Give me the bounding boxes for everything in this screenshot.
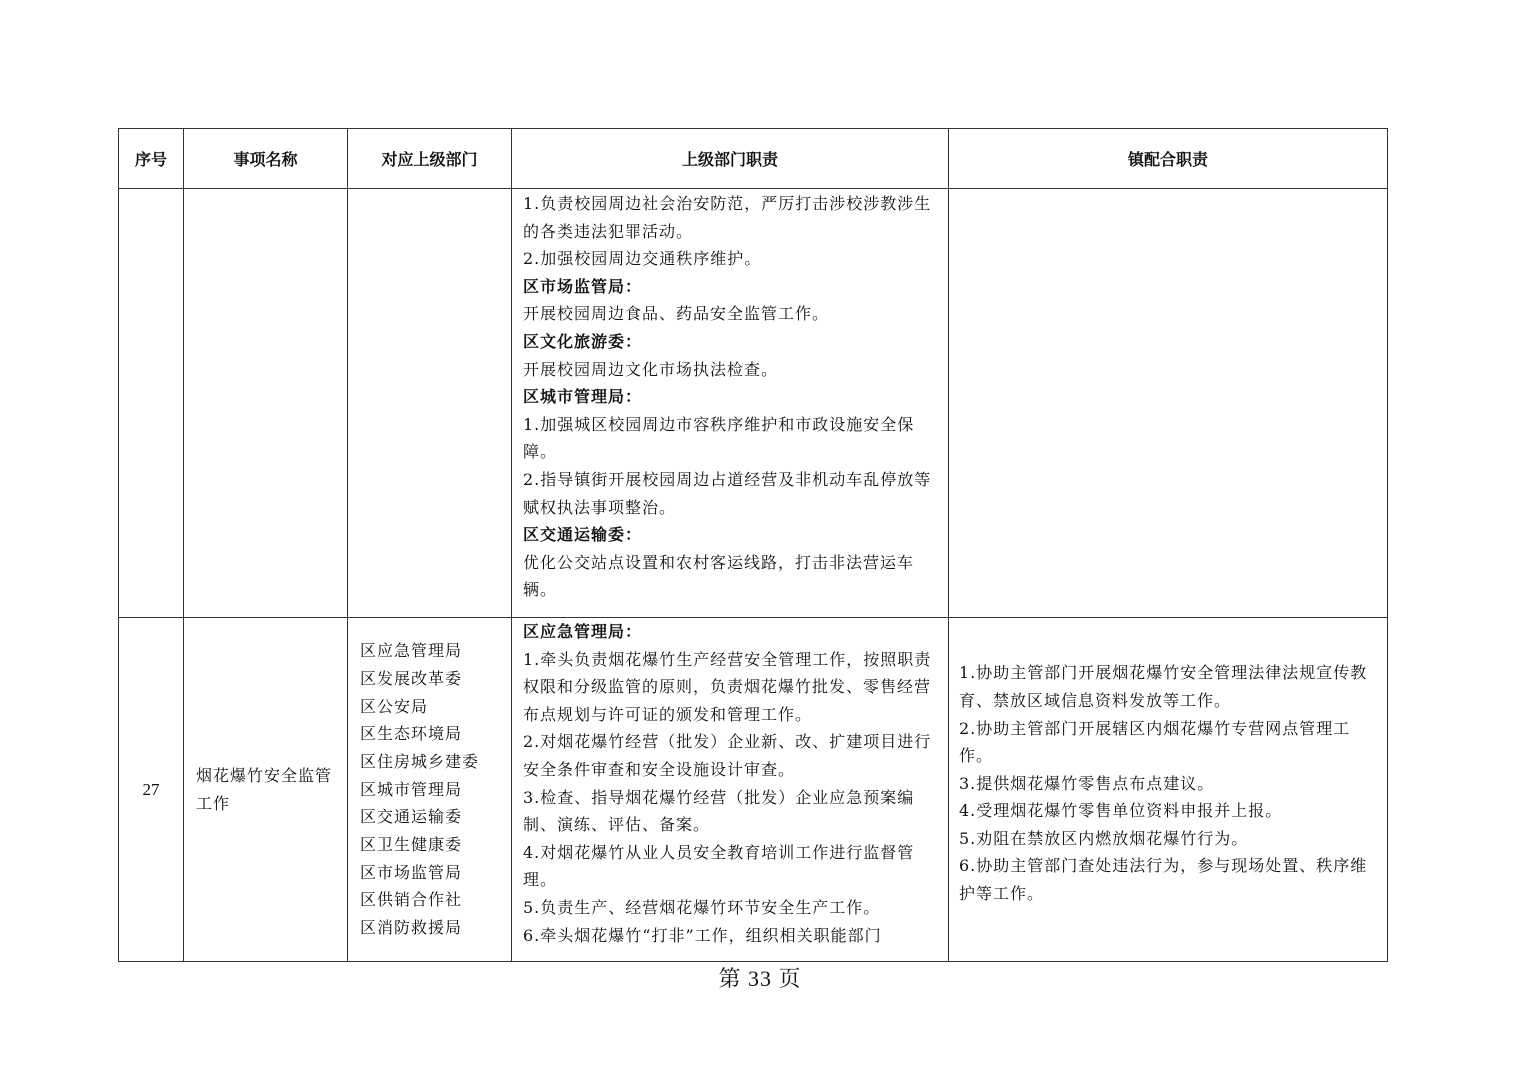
row-no-cell: 27 (119, 618, 184, 962)
duty-item: 2.指导镇街开展校园周边占道经营及非机动车乱停放等赋权执法事项整治。 (523, 469, 932, 517)
page-number: 第 33 页 (718, 966, 802, 991)
duty-item: 5.负责生产、经营烟花爆竹环节安全生产工作。 (523, 897, 881, 917)
duty-item: 1.牵头负责烟花爆竹生产经营安全管理工作，按照职责权限和分级监管的原则，负责烟花爆竹批发、零售经营布点规划与许可证的颁发和管理工作。 (523, 649, 932, 724)
header-superior-duties: 上级部门职责 (512, 129, 949, 189)
duty-department-heading: 区市场监管局： (523, 276, 643, 296)
duty-item: 1.负责校园周边社会治安防范，严厉打击涉校涉教涉生的各类违法犯罪活动。 (523, 194, 932, 241)
duty-item: 3.检查、指导烟花爆竹经营（批发）企业应急预案编制、演练、评估、备案。 (523, 787, 915, 835)
town-duty-item: 4.受理烟花爆竹零售单位资料申报并上报。 (959, 801, 1283, 821)
table-header-row (119, 129, 1388, 189)
duty-item: 4.对烟花爆竹从业人员安全教育培训工作进行监督管理。 (523, 842, 915, 890)
department-item: 区城市管理局 (360, 779, 463, 799)
superior-duties-cell (512, 189, 949, 618)
duty-department-heading: 区应急管理局： (523, 622, 643, 641)
town-duty-item: 1.协助主管部门开展烟花爆竹安全管理法律法规宣传教育、禁放区域信息资料发放等工作。 (959, 663, 1368, 710)
departments-cell (348, 189, 512, 618)
header-superior-dept: 对应上级部门 (348, 129, 512, 189)
table-row-continuation (119, 189, 1388, 618)
department-item: 区卫生健康委 (360, 835, 463, 855)
duty-department-heading: 区交通运输委： (523, 525, 643, 545)
department-item: 区交通运输委 (360, 807, 463, 827)
duties-list (523, 189, 942, 602)
responsibility-table (118, 128, 1388, 962)
duty-item: 2.加强校园周边交通秩序维护。 (523, 249, 762, 269)
header-no: 序号 (119, 129, 184, 189)
row-no-cell (119, 189, 184, 618)
duty-item: 开展校园周边食品、药品安全监管工作。 (523, 304, 830, 324)
town-duty-item: 3.提供烟花爆竹零售点布点建议。 (959, 773, 1215, 793)
town-duty-item: 5.劝阻在禁放区内燃放烟花爆竹行为。 (959, 828, 1249, 848)
department-item: 区生态环境局 (360, 724, 463, 744)
duty-item: 开展校园周边文化市场执法检查。 (523, 359, 779, 379)
duty-item: 6.牵头烟花爆竹“打非”工作，组织相关职能部门 (523, 925, 882, 945)
department-item: 区住房城乡建委 (360, 751, 480, 771)
department-item: 区发展改革委 (360, 668, 463, 688)
department-item: 区供销合作社 (360, 890, 463, 910)
department-item: 区消防救援局 (360, 918, 463, 938)
town-duty-item: 6.协助主管部门查处违法行为，参与现场处置、秩序维护等工作。 (959, 856, 1368, 904)
header-item-name: 事项名称 (184, 129, 348, 189)
duty-department-heading: 区城市管理局： (523, 387, 643, 407)
town-duty-item: 2.协助主管部门开展辖区内烟花爆竹专营网点管理工作。 (959, 718, 1351, 766)
duties-list (523, 618, 942, 949)
departments-list (360, 637, 511, 942)
superior-duties-cell (512, 618, 949, 962)
duty-department-heading: 区文化旅游委： (523, 331, 643, 351)
duty-item: 优化公交站点设置和农村客运线路，打击非法营运车辆。 (523, 552, 915, 600)
duty-item: 2.对烟花爆竹经营（批发）企业新、改、扩建项目进行安全条件审查和安全设施设计审查。 (523, 732, 932, 779)
item-name-cell (184, 189, 348, 618)
item-name-cell: 烟花爆竹安全监管工作 (184, 618, 348, 962)
departments-cell (348, 618, 512, 962)
department-item: 区市场监管局 (360, 862, 463, 882)
duty-item: 1.加强城区校园周边市容秩序维护和市政设施安全保障。 (523, 414, 915, 462)
town-duties-list (959, 659, 1379, 907)
department-item: 区公安局 (360, 696, 429, 716)
town-duties-cell (949, 189, 1388, 618)
department-item: 区应急管理局 (360, 641, 463, 661)
town-duties-cell (949, 618, 1388, 962)
table-row-27 (119, 618, 1388, 962)
header-town-duties: 镇配合职责 (949, 129, 1388, 189)
